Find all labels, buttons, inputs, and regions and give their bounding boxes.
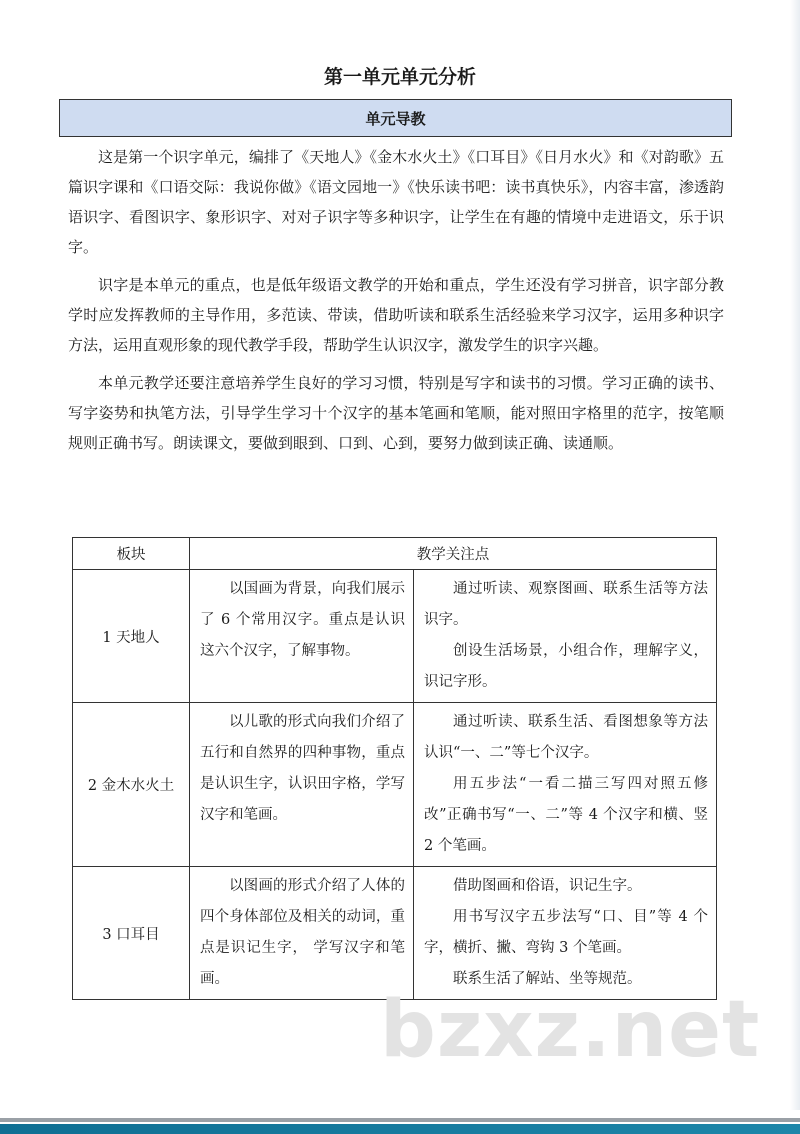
unit-summary-cell [190,867,414,1000]
table-header-row [73,538,717,570]
header-unit: 板块 [73,538,190,570]
page-edge-shadow [790,0,800,1110]
table-row [73,570,717,703]
table-row [73,703,717,867]
unit-name: 2 金木水火土 [73,703,190,867]
unit-focus-cell [414,867,717,1000]
watermark: bzxz.net [380,985,761,1075]
intro-body [68,142,724,466]
focus-point: 创设生活场景，小组合作，理解字义，识记字形。 [424,643,708,690]
unit-summary-cell [190,703,414,867]
teaching-focus-table [72,537,717,1000]
unit-summary-cell [190,570,414,703]
focus-point: 借助图画和俗语，识记生字。 [453,878,642,894]
paragraph: 这是第一个识字单元，编排了《天地人》《金木水火土》《口耳目》《日月水火》和《对韵歌》五篇识字课和《口语交际：我说你做》《语文园地一》《快乐读书吧：读书真快乐》，内容丰富，渗透韵语识字、看图识字、象形识字、对对子识字等多种识字，让学生在有趣的情境中走进语文，乐于识字。 [68,148,724,256]
focus-point: 通过听读、观察图画、联系生活等方法识字。 [424,581,708,628]
focus-point: 用五步法“一看二描三写四对照五修改”正确书写“一、二”等 4 个汉字和横、竖 2 个笔画。 [424,776,708,854]
focus-point: 联系生活了解站、坐等规范。 [453,971,642,987]
unit-summary: 以儿歌的形式向我们介绍了五行和自然界的四种事物，重点是认识生字，认识田字格，学写汉字和笔画。 [200,714,405,823]
footer-rule [0,1118,800,1122]
focus-point: 通过听读、联系生活、看图想象等方法认识“一、二”等七个汉字。 [424,714,708,761]
section-heading: 单元导教 [365,109,426,128]
unit-name: 1 天地人 [73,570,190,703]
paragraph: 识字是本单元的重点，也是低年级语文教学的开始和重点，学生还没有学习拼音，识字部分教学时应发挥教师的主导作用，多范读、带读，借助听读和联系生活经验来学习汉字，运用多种识字方法，运用直观形象的现代教学手段，帮助学生认识汉字，激发学生的识字兴趣。 [68,276,724,354]
section-heading-bar [59,99,732,137]
unit-summary: 以图画的形式介绍了人体的四个身体部位及相关的动词，重点是识记生字， 学写汉字和笔画。 [200,878,405,987]
focus-point: 用书写汉字五步法写“口、目”等 4 个字，横折、撇、弯钩 3 个笔画。 [424,909,708,956]
unit-focus-cell [414,703,717,867]
unit-name: 3 口耳目 [73,867,190,1000]
unit-summary: 以国画为背景，向我们展示了 6 个常用汉字。重点是认识这六个汉字，了解事物。 [200,581,405,659]
page-title: 第一单元单元分析 [323,66,476,88]
table-row [73,867,717,1000]
header-focus: 教学关注点 [190,538,717,570]
unit-focus-cell [414,570,717,703]
paragraph: 本单元教学还要注意培养学生良好的学习习惯，特别是写字和读书的习惯。学习正确的读书、写字姿势和执笔方法，引导学生学习十个汉字的基本笔画和笔顺，能对照田字格里的范字，按笔顺规则正确书写。朗读课文，要做到眼到、口到、心到，要努力做到读正确、读通顺。 [68,374,724,452]
footer-band [0,1124,800,1134]
